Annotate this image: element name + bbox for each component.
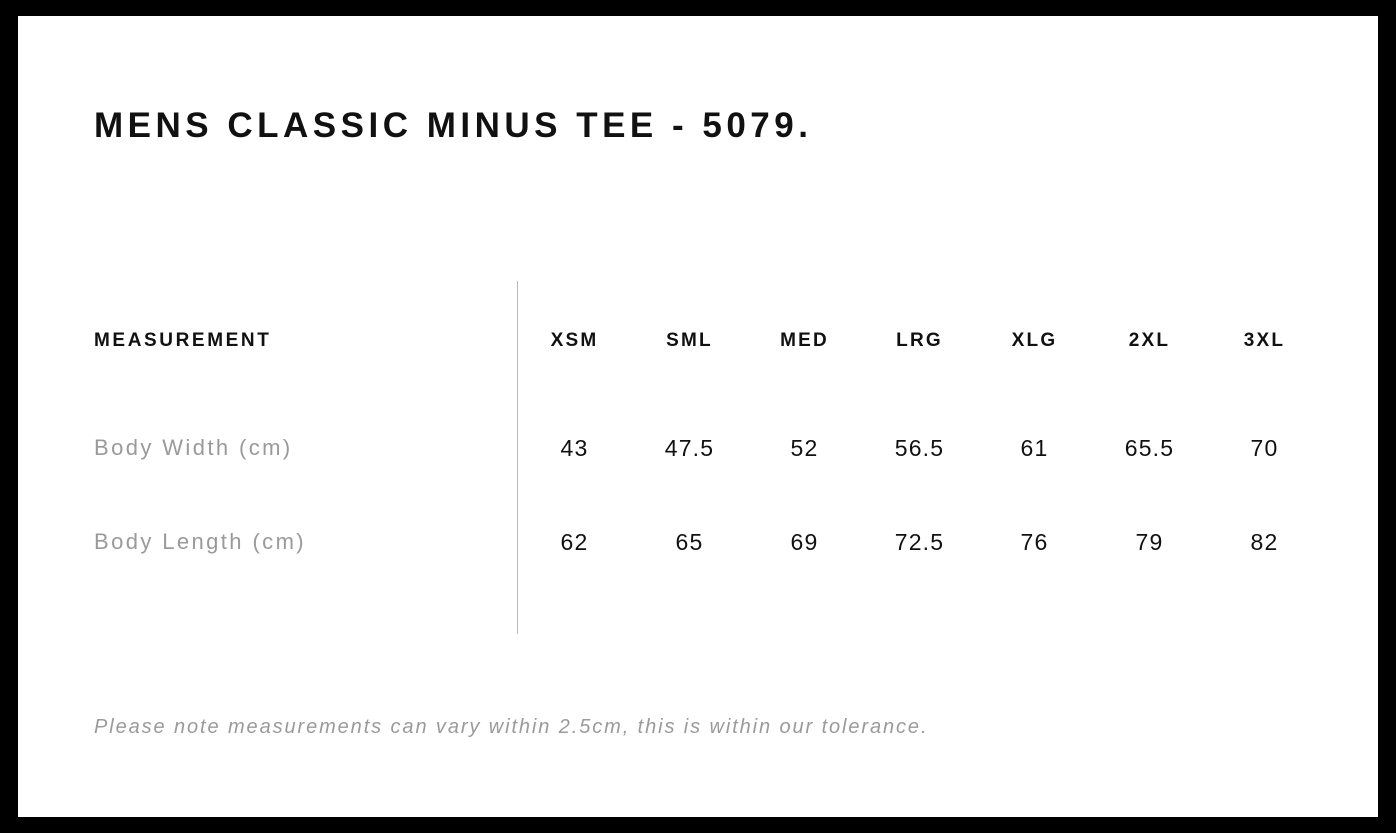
size-chart-table-container <box>94 281 1322 589</box>
column-header-size-sml: SML <box>666 330 713 351</box>
table-row <box>94 495 1322 589</box>
cell-body-width-xlg: 61 <box>1020 434 1049 461</box>
cell-body-length-xsm: 62 <box>560 528 589 555</box>
row-label-body-width: Body Width (cm) <box>94 435 293 460</box>
cell-body-width-2xl: 65.5 <box>1124 434 1175 461</box>
cell-body-width-lrg: 56.5 <box>894 434 945 461</box>
table-header-row <box>94 281 1322 401</box>
column-header-size-xsm: XSM <box>550 330 599 351</box>
size-chart-sheet <box>18 16 1378 817</box>
cell-body-length-med: 69 <box>790 528 819 555</box>
column-header-size-2xl: 2XL <box>1128 330 1171 351</box>
cell-body-length-sml: 65 <box>675 528 704 555</box>
cell-body-length-xlg: 76 <box>1020 528 1049 555</box>
table-vertical-divider <box>517 281 518 634</box>
column-header-size-lrg: LRG <box>896 330 943 351</box>
size-chart-table <box>94 281 1322 589</box>
cell-body-width-med: 52 <box>790 434 819 461</box>
column-header-size-3xl: 3XL <box>1243 330 1286 351</box>
cell-body-length-lrg: 72.5 <box>894 528 945 555</box>
tolerance-note: Please note measurements can vary within 2.5cm, this is within our tolerance. <box>94 716 929 738</box>
cell-body-width-xsm: 43 <box>560 434 589 461</box>
cell-body-length-3xl: 82 <box>1250 528 1279 555</box>
row-label-body-length: Body Length (cm) <box>94 529 307 554</box>
cell-body-width-3xl: 70 <box>1250 434 1279 461</box>
column-header-size-xlg: XLG <box>1011 330 1058 351</box>
cell-body-length-2xl: 79 <box>1135 528 1164 555</box>
column-header-measurement: MEASUREMENT <box>94 330 272 351</box>
table-row <box>94 401 1322 495</box>
column-header-size-med: MED <box>780 330 829 351</box>
cell-body-width-sml: 47.5 <box>664 434 715 461</box>
page-title: MENS CLASSIC MINUS TEE - 5079. <box>94 106 813 145</box>
